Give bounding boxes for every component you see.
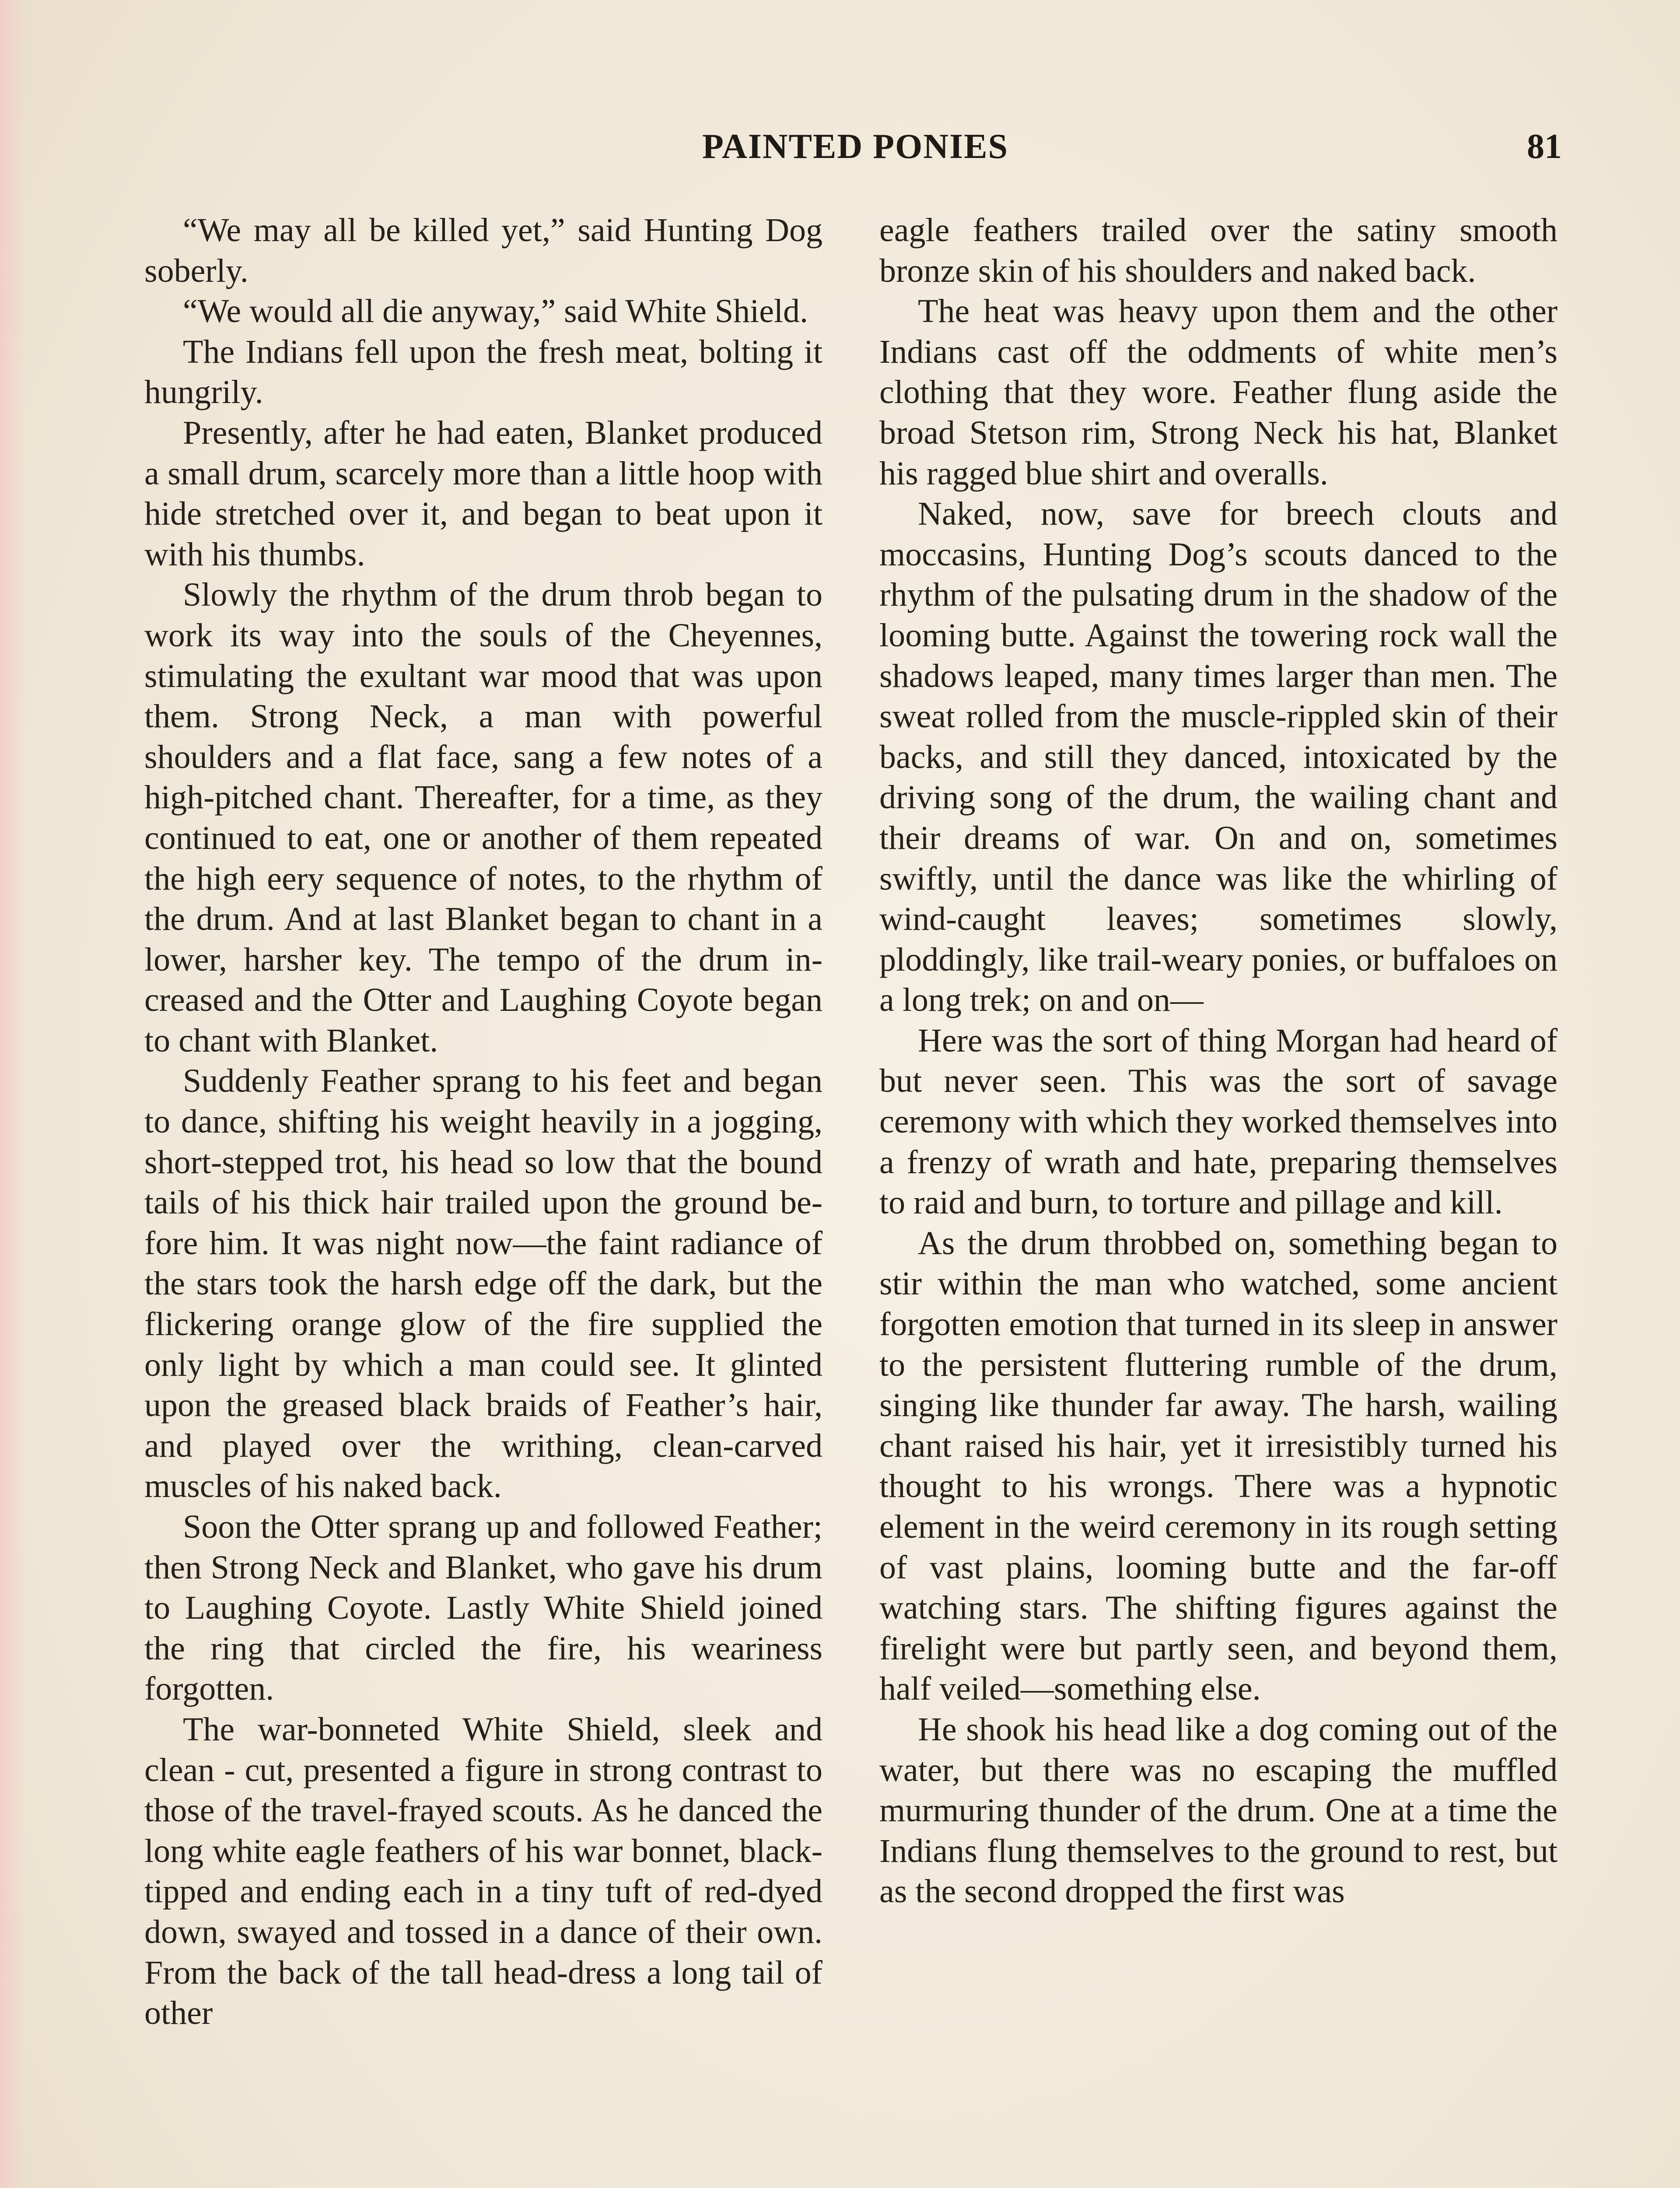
paragraph: Here was the sort of thing Morgan had heard of but never seen. This was the sort of savage ceremony with which they worked themselves into a frenzy of wrath and hate, preparing themselves to raid and burn, to torture and pillage and kill. <box>879 1022 1558 1221</box>
paragraph: Soon the Otter sprang up and followed Feather; then Strong Neck and Blanket, who gave his drum to Laughing Coyote. Lastly White Shield joined the ring that circled the fire, his weariness forgotten. <box>144 1508 822 1708</box>
paragraph: Slowly the rhythm of the drum throb began to work its way into the souls of the Cheyennes, stimulating the exultant war mood that was upon them. Strong Neck, a man with powerful shoulders and a flat face, sang a few notes of a high-pitched chant. Thereafter, for a time, as they continued to eat, one or another of them repeated the high eery sequence of notes, to the rhythm of the drum. And at last Blanket began to chant in a lower, harsher key. The tempo of the drum increased and the Otter and Laughing Coyote began to chant with Blanket. <box>144 576 822 1059</box>
running-head <box>149 127 1562 179</box>
paragraph: “We may all be killed yet,” said Hunting Dog soberly. <box>144 212 822 289</box>
paragraph-continued: eagle feathers trailed over the satiny smooth bronze skin of his shoulders and naked back. <box>879 212 1558 289</box>
text-columns <box>144 210 1558 2188</box>
paragraph: Presently, after he had eaten, Blanket produced a small drum, scarcely more than a little hoop with hide stretched over it, and began to beat upon it with his thumbs. <box>144 414 822 573</box>
page-edge-tint <box>0 0 26 2188</box>
right-column <box>879 210 1558 2188</box>
paragraph: The heat was heavy upon them and the other Indians cast off the oddments of white men’s clothing that they wore. Feather flung aside the broad Stetson rim, Strong Neck his hat, Blanket his ragged blue shirt and overalls. <box>879 293 1558 492</box>
paragraph: Suddenly Feather sprang to his feet and began to dance, shifting his weight heavily in a jogging, short-stepped trot, his head so low that the bound tails of his thick hair trailed upon the ground before him. It was night now—the faint radiance of the stars took the harsh edge off the dark, but the flickering orange glow of the fire supplied the only light by which a man could see. It glinted upon the greased black braids of Feather’s hair, and played over the writhing, clean-carved muscles of his naked back. <box>144 1062 822 1505</box>
paragraph: He shook his head like a dog coming out of the water, but there was no escaping the muffled murmuring thunder of the drum. One at a time the Indians flung themselves to the ground to rest, but as the second dropped the first was <box>879 1711 1558 1910</box>
paragraph: “We would all die anyway,” said White Shield. <box>183 293 808 330</box>
paragraph: As the drum throbbed on, something began to stir within the man who watched, some ancient forgotten emotion that turned in its sleep in answer to the persistent fluttering rumble of the drum, singing like thunder far away. The harsh, wailing chant raised his hair, yet it irresistibly turned his thought to his wrongs. There was a hypnotic element in the weird ceremony in its rough setting of vast plains, looming butte and the far-off watching stars. The shifting figures against the firelight were but partly seen, and beyond them, half veiled—something else. <box>879 1224 1558 1708</box>
left-column <box>144 210 822 2188</box>
running-title: PAINTED PONIES <box>702 127 1008 166</box>
page-number: 81 <box>1527 127 1562 166</box>
paragraph: The war-bonneted White Shield, sleek and clean - cut, presented a figure in strong contrast to those of the travel-frayed scouts. As he danced the long white eagle feathers of his war bonnet, black-tipped and ending each in a tiny tuft of red-dyed down, swayed and tossed in a dance of their own. From the back of the tall head-dress a long tail of other <box>144 1711 822 2032</box>
paragraph: The Indians fell upon the fresh meat, bolting it hungrily. <box>144 333 822 411</box>
paragraph: Naked, now, save for breech clouts and moccasins, Hunting Dog’s scouts danced to the rhythm of the pulsating drum in the shadow of the looming butte. Against the towering rock wall the shadows leaped, many times larger than men. The sweat rolled from the muscle-rippled skin of their backs, and still they danced, intoxicated by the driving song of the drum, the wailing chant and their dreams of war. On and on, sometimes swiftly, until the dance was like the whirling of wind-caught leaves; sometimes slowly, ploddingly, like trail-weary ponies, or buffaloes on a long trek; on and on— <box>879 495 1558 1019</box>
